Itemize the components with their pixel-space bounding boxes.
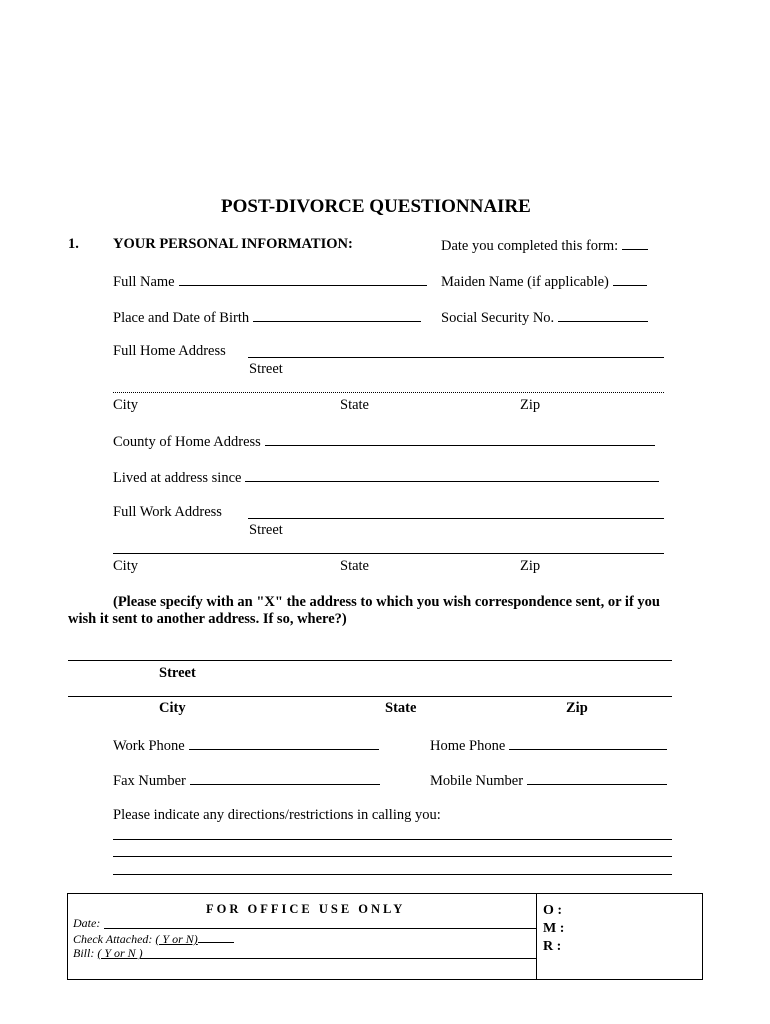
work-city-line[interactable] bbox=[113, 553, 664, 554]
home-address-label: Full Home Address bbox=[113, 343, 226, 359]
home-phone-field[interactable] bbox=[430, 737, 667, 754]
birth-label: Place and Date of Birth bbox=[113, 310, 250, 326]
work-phone-label: Work Phone bbox=[113, 738, 185, 754]
work-state-label: State bbox=[340, 558, 369, 574]
work-phone-line[interactable] bbox=[189, 737, 379, 750]
directions-label: Please indicate any directions/restrictions in calling you: bbox=[113, 807, 441, 823]
office-check-field[interactable] bbox=[73, 932, 234, 945]
county-line[interactable] bbox=[265, 433, 655, 446]
correspondence-instruction-2: wish it sent to another address. If so, where?) bbox=[68, 611, 347, 627]
page-title: POST-DIVORCE QUESTIONNAIRE bbox=[221, 196, 531, 217]
office-o-label: O : bbox=[543, 903, 563, 918]
corr-street-line[interactable] bbox=[68, 660, 672, 661]
office-use-heading: FOR OFFICE USE ONLY bbox=[206, 902, 406, 916]
date-completed-label: Date you completed this form: bbox=[441, 238, 619, 254]
birth-line[interactable] bbox=[253, 309, 421, 322]
office-bill-label: Bill: bbox=[73, 946, 95, 960]
date-completed-line[interactable] bbox=[622, 237, 648, 250]
corr-city-label: City bbox=[159, 700, 186, 716]
corr-state-label: State bbox=[385, 700, 417, 716]
directions-line-2[interactable] bbox=[113, 856, 672, 857]
office-bill-value: ( Y or N ) bbox=[97, 946, 143, 960]
office-bill-field[interactable] bbox=[73, 947, 143, 959]
lived-since-line[interactable] bbox=[245, 469, 659, 482]
mobile-field[interactable] bbox=[430, 772, 667, 789]
fax-line[interactable] bbox=[190, 772, 380, 785]
home-city-line[interactable] bbox=[113, 392, 664, 393]
full-name-line[interactable] bbox=[179, 273, 427, 286]
lived-since-field[interactable] bbox=[113, 469, 659, 486]
home-zip-label: Zip bbox=[520, 397, 541, 413]
work-street-label: Street bbox=[249, 522, 283, 538]
birth-field[interactable] bbox=[113, 309, 421, 326]
mobile-label: Mobile Number bbox=[430, 773, 524, 789]
work-street-line[interactable] bbox=[248, 518, 664, 519]
work-address-label: Full Work Address bbox=[113, 504, 222, 520]
office-r-label: R : bbox=[543, 939, 562, 954]
work-zip-label: Zip bbox=[520, 558, 541, 574]
ssn-field[interactable] bbox=[441, 309, 648, 326]
county-label: County of Home Address bbox=[113, 434, 261, 450]
county-field[interactable] bbox=[113, 433, 655, 450]
full-name-field[interactable] bbox=[113, 273, 427, 290]
corr-city-line[interactable] bbox=[68, 696, 672, 697]
directions-line-3[interactable] bbox=[113, 874, 672, 875]
corr-street-label: Street bbox=[159, 665, 196, 681]
fax-field[interactable] bbox=[113, 772, 380, 789]
office-date-label: Date: bbox=[73, 916, 101, 930]
home-city-label: City bbox=[113, 397, 138, 413]
corr-zip-label: Zip bbox=[566, 700, 588, 716]
office-check-line[interactable] bbox=[198, 932, 234, 943]
office-date-line[interactable] bbox=[104, 928, 536, 929]
office-check-label: Check Attached: bbox=[73, 932, 153, 946]
section-number: 1. bbox=[68, 236, 79, 252]
home-street-line[interactable] bbox=[248, 357, 664, 358]
ssn-label: Social Security No. bbox=[441, 310, 555, 326]
office-check-value: ( Y or N) bbox=[155, 932, 198, 946]
section-heading: YOUR PERSONAL INFORMATION: bbox=[113, 236, 353, 252]
fax-label: Fax Number bbox=[113, 773, 186, 789]
home-street-label: Street bbox=[249, 361, 283, 377]
mobile-line[interactable] bbox=[527, 772, 667, 785]
maiden-name-label: Maiden Name (if applicable) bbox=[441, 274, 609, 290]
work-city-label: City bbox=[113, 558, 138, 574]
lived-since-label: Lived at address since bbox=[113, 470, 242, 486]
directions-line-1[interactable] bbox=[113, 839, 672, 840]
correspondence-instruction-1: (Please specify with an "X" the address to which you wish correspondence sent, or if you bbox=[113, 594, 660, 610]
office-bill-line[interactable] bbox=[140, 958, 536, 959]
ssn-line[interactable] bbox=[558, 309, 648, 322]
office-m-label: M : bbox=[543, 921, 565, 936]
full-name-label: Full Name bbox=[113, 274, 175, 290]
home-state-label: State bbox=[340, 397, 369, 413]
maiden-name-line[interactable] bbox=[613, 273, 647, 286]
work-phone-field[interactable] bbox=[113, 737, 379, 754]
maiden-name-field[interactable] bbox=[441, 273, 647, 290]
date-completed-field[interactable] bbox=[441, 237, 648, 254]
home-phone-label: Home Phone bbox=[430, 738, 506, 754]
home-phone-line[interactable] bbox=[509, 737, 667, 750]
